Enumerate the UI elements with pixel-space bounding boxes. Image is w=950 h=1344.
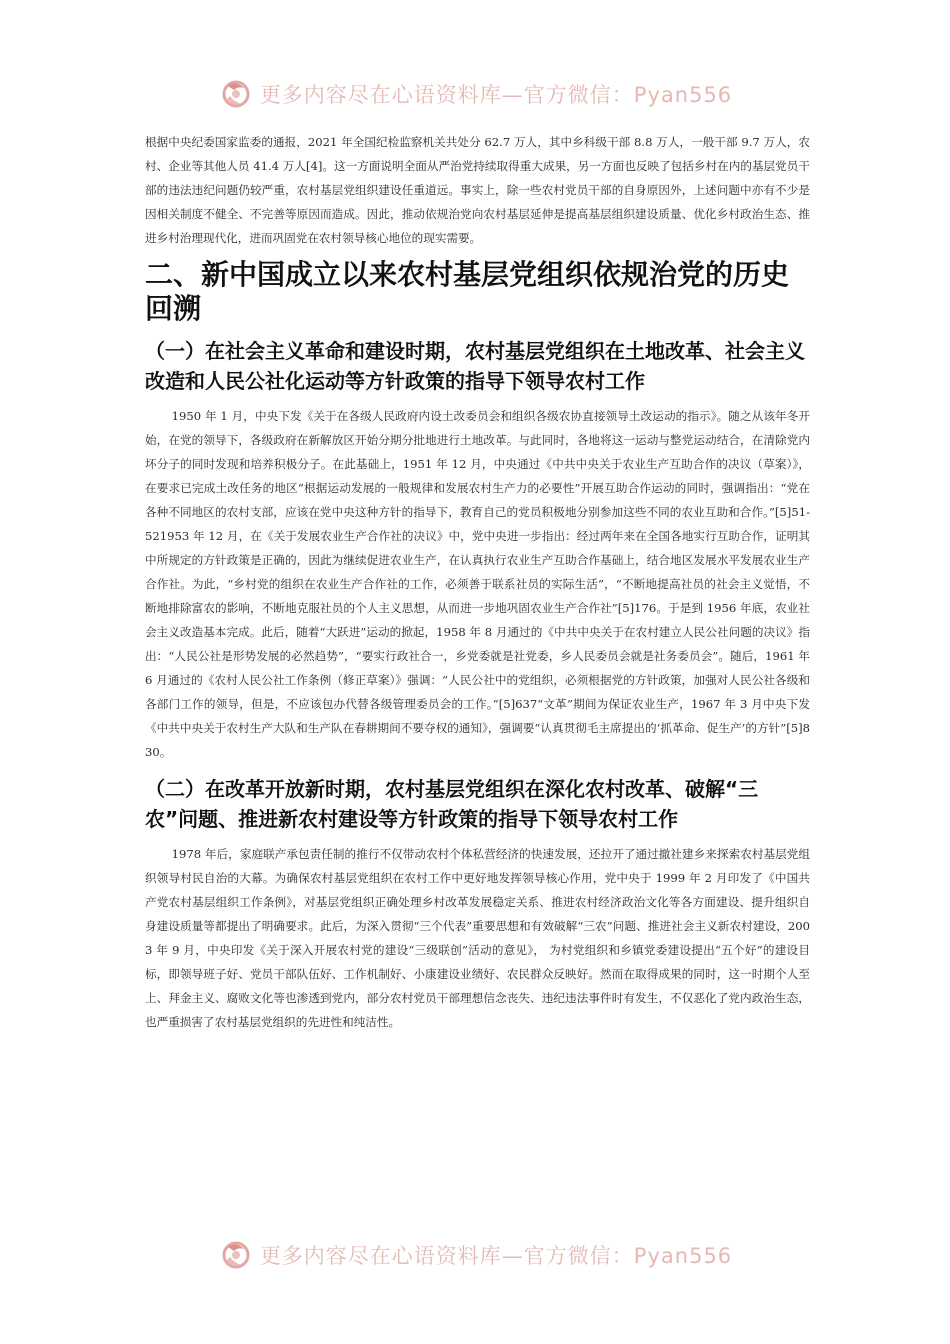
watermark-banner-bottom xyxy=(0,1235,950,1275)
section1-paragraph: 1950 年 1 月，中央下发《关于在各级人民政府内设土改委员会和组织各级农协直接领导土改运动的指示》。随之从该年冬开始，在党的领导下，各级政府在新解放区开始分期分批地进行土地改革。与此同时，各地将这一运动与整党运动结合，在清除党内坏分子的同时发现和培养积极分子。在此基础上，1951 年 12 月，中央通过《中共中央关于农业生产互助合作的决议（草案）》，在要求已完成土改任务的地区“根据运动发展的一般规律和发展农村生产力的必要性”开展互助合作运动的同时，强调指出：“党在各种不同地区的农村支部，应该在党中央这种方针的指导下，教育自己的党员积极地分别参加这些不同的农业互助和合作。”[5]51-521953 年 12 月，在《关于发展农业生产合作社的决议》中，党中央进一步指出：经过两年来在全国各地实行互助合作，证明其中所规定的方针政策是正确的，因此为继续促进农业生产，在认真执行农业生产互助合作基础上，结合地区发展水平发展农业生产合作社。为此，“乡村党的组织在农业生产合作社的工作，必须善于联系社员的实际生活”，“不断地提高社员的社会主义觉悟，不断地排除富农的影响，不断地克服社员的个人主义思想，从而进一步地巩固农业生产合作社”[5]176。于是到 1956 年底，农业社会主义改造基本完成。此后，随着“大跃进”运动的掀起，1958 年 8 月通过的《中共中央关于在农村建立人民公社问题的决议》指出：“人民公社是形势发展的必然趋势”，“要实行政社合一，乡党委就是社党委，乡人民委员会就是社务委员会”。随后，1961 年 6 月通过的《农村人民公社工作条例（修正草案）》强调：“人民公社中的党组织，必须根据党的方针政策，加强对人民公社各级和各部门工作的领导，但是，不应该包办代替各级管理委员会的工作。”[5]637“文革”期间为保证农业生产，1967 年 3 月中央下发《中共中央关于农村生产大队和生产队在春耕期间不要夺权的通知》，强调要“认真贯彻毛主席提出的‘抓革命、促生产’的方针”[5]830。 xyxy=(145,409,810,759)
watermark-banner-top xyxy=(0,74,950,114)
section-heading: 二、新中国成立以来农村基层党组织依规治党的历史回溯 xyxy=(145,258,790,325)
watermark-text: 更多内容尽在心语资料库—官方微信：Pyan556 xyxy=(259,1244,733,1268)
document-body xyxy=(145,130,810,1034)
section2-paragraph: 1978 年后，家庭联产承包责任制的推行不仅带动农村个体私营经济的快速发展，还拉开了通过撤社建乡来探索农村基层党组织领导村民自治的大幕。为确保农村基层党组织在农村工作中更好地发挥领导核心作用，党中央于 1999 年 2 月印发了《中国共产党农村基层组织工作条例》，对基层党组织正确处理乡村改革发展稳定关系、推进农村经济政治文化等各方面建设、提升组织自身建设质量等都提出了明确要求。此后，为深入贯彻“三个代表”重要思想和有效破解“三农”问题、推进社会主义新农村建设，2003 年 9 月，中央印发《关于深入开展农村党的建设“三级联创”活动的意见》， 为村党组织和乡镇党委建设提出“五个好”的建设目标，即领导班子好、党员干部队伍好、工作机制好、小康建设业绩好、农民群众反映好。然而在取得成果的同时，这一时期个人至上、拜金主义、腐败文化等也渗透到党内，部分农村党员干部理想信念丧失、违纪违法事件时有发生，不仅恶化了党内政治生态，也严重损害了农村基层党组织的先进性和纯洁性。 xyxy=(145,847,810,1029)
intro-paragraph: 根据中央纪委国家监委的通报，2021 年全国纪检监察机关共处分 62.7 万人，其中乡科级干部 8.8 万人，一般干部 9.7 万人，农村、企业等其他人员 41.4 万人[4]。这一方面说明全面从严治党持续取得重大成果，另一方面也反映了包括乡村在内的基层党员干部的违法违纪问题仍较严重，农村基层党组织建设任重道远。事实上，除一些农村党员干部的自身原因外，上述问题中亦有不少是因相关制度不健全、不完善等原因而造成。因此，推动依规治党向农村基层延伸是提高基层组织建设质量、优化乡村政治生态、推进乡村治理现代化，进而巩固党在农村领导核心地位的现实需要。 xyxy=(145,135,810,245)
subsection-heading-2: （二）在改革开放新时期，农村基层党组织在深化农村改革、破解“三农”问题、推进新农村建设等方针政策的指导下领导农村工作 xyxy=(145,777,759,831)
logo-icon xyxy=(218,1237,254,1273)
logo-icon xyxy=(218,76,254,112)
watermark-text: 更多内容尽在心语资料库—官方微信：Pyan556 xyxy=(259,83,733,107)
subsection-heading-1: （一）在社会主义革命和建设时期，农村基层党组织在土地改革、社会主义改造和人民公社化运动等方针政策的指导下领导农村工作 xyxy=(145,339,805,393)
